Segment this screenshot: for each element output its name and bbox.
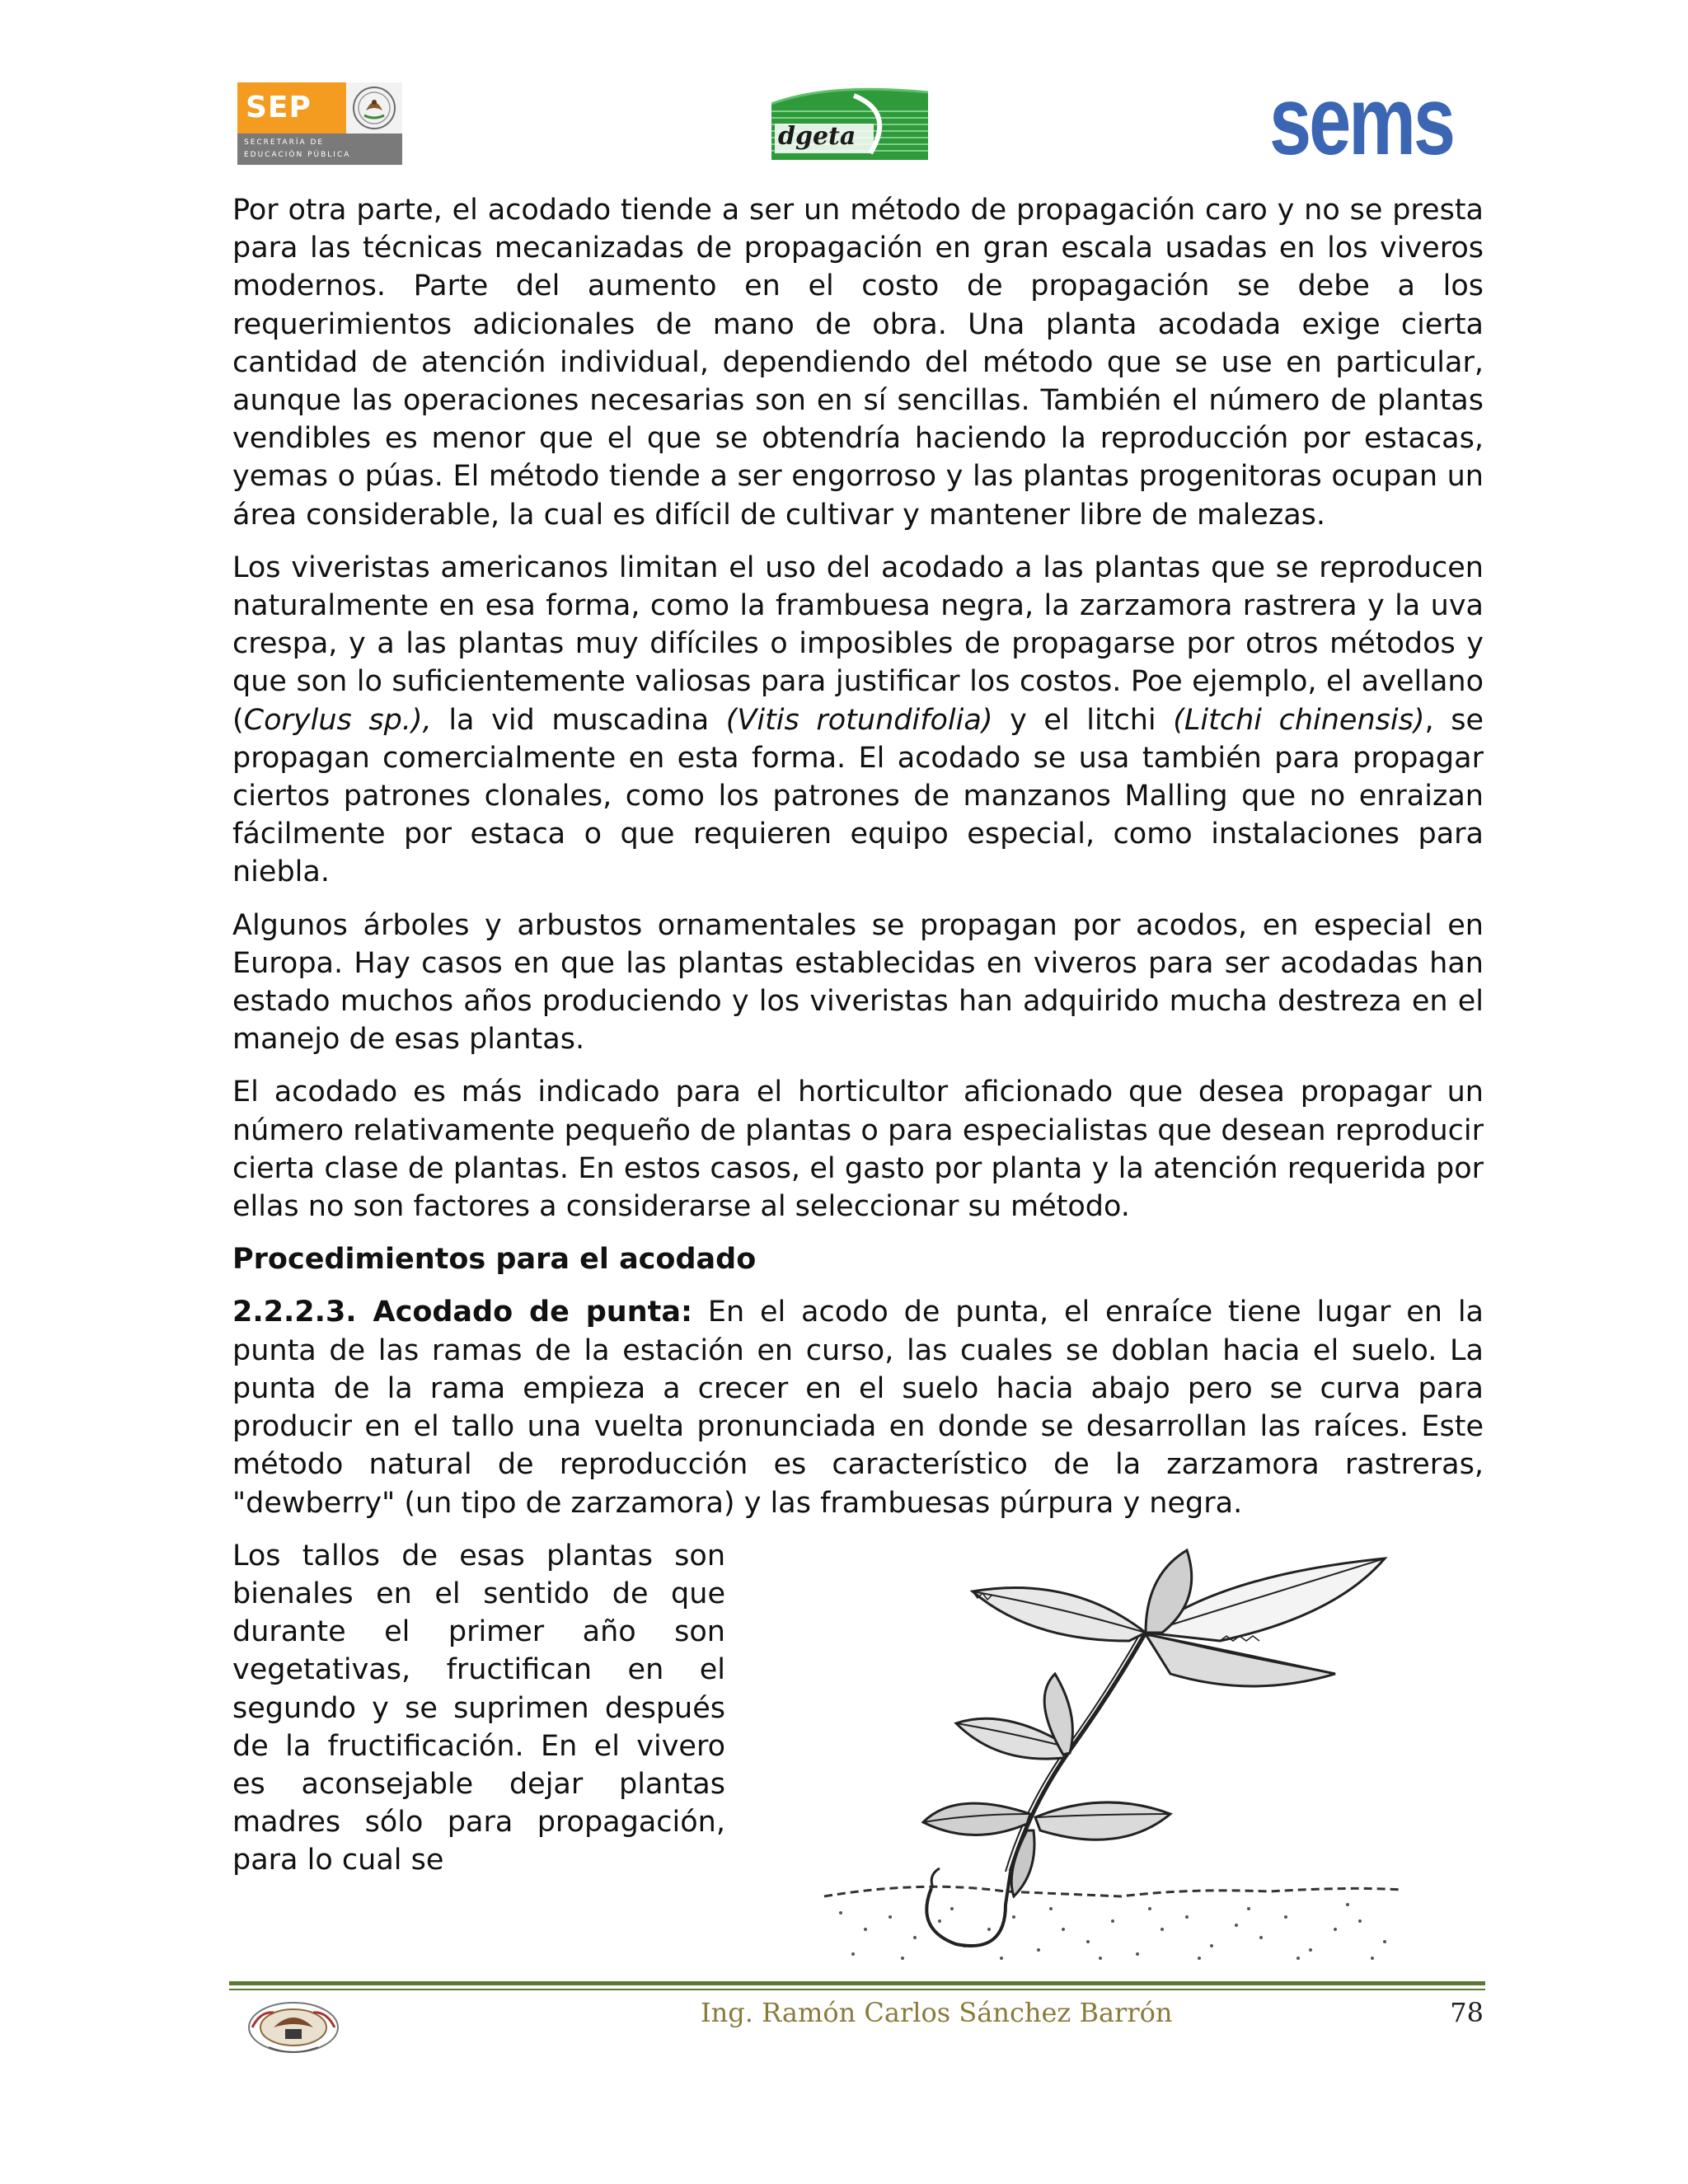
tip-layering-illustration [758,1542,1500,1971]
document-body [232,191,1484,1971]
page-number: 78 [1450,1997,1484,2028]
footer-rule-thin [229,1989,1485,1990]
sep-logo-abbr: SEP [246,91,312,124]
sep-logo-line1: SECRETARÍA DE [244,138,325,147]
sep-logo-grey-band [237,134,402,165]
section-heading: Procedimientos para el acodado [232,1243,757,1277]
footer-rule-thick [229,1981,1485,1985]
sep-logo [237,82,402,165]
sems-logo: sems [1269,67,1453,176]
section-number-title: 2.2.2.3. Acodado de punta: [232,1296,692,1329]
page-header [0,0,1688,181]
paragraph-ornamentals: Algunos árboles y arbustos ornamentales se propagan por acodos, en especial en Europa. Hay casos en que las plantas establecidas en viveros para ser acodadas han estado muchos años produciendo y los viveristas han adquirido mucha destreza en el manejo de esas plantas. [232,908,1484,1057]
paragraph-layering-cost: Por otra parte, el acodado tiende a ser un método de propagación caro y no se presta para las técnicas mecanizadas de propagación en gran escala usadas en los viveros modernos. Parte del aumento en el costo de propagación se debe a los requerimientos adicionales de mano de obra. Una planta acodada exige cierta cantidad de atención individual, dependiendo del método que se use en particular, aunque las operaciones necesarias son en sí sencillas. También el número de plantas vendibles es menor que el que se obtendría haciendo la reproducción por estacas, yemas o púas. El método tiende a ser engorroso y las plantas progenitoras ocupan un área considerable, la cual es difícil de cultivar y mantener libre de malezas. [232,194,1484,532]
sep-logo-line2: EDUCACIÓN PÚBLICA [244,151,351,159]
dgeta-logo [771,87,928,160]
paragraph-amateur: El acodado es más indicado para el horticultor aficionado que desea propagar un número relativamente pequeño de plantas o para especialistas que desean reproducir cierta clase de plantas. En estos casos, el gasto por planta y la atención requerida por ellas no son factores a considerarse al seleccionar su método. [232,1076,1484,1224]
institution-seal-icon [244,1994,343,2059]
paragraph-american-nurseries: Los viveristas americanos limitan el uso del acodado a las plantas que se reproducen naturalmente en esa forma, como la frambuesa negra, la zarzamora rastrera y la uva crespa, y a las plantas muy difíciles o imposibles de propagarse por otros métodos y que son lo suficientemente valiosas para justificar los costos. Poe ejemplo, el avellano (Corylus sp.), la vid muscadina (Vitis rotundifolia) y el litchi (Litchi chinensis), se propagan comercialmente en esta forma. El acodado se usa también para propagar ciertos patrones clonales, como los patrones de manzanos Malling que no enraizan fácilmente por estaca o que requieren equipo especial, como instalaciones para niebla. [232,551,1484,889]
footer-author: Ing. Ramón Carlos Sánchez Barrón [701,1997,1173,2028]
paragraph-tip-layering: 2.2.2.3. Acodado de punta: En el acodo de punta, el enraíce tiene lugar en la punta de las ramas de la estación en curso, las cuales se doblan hacia el suelo. La punta de la rama empieza a crecer en el suelo hacia abajo pero se curva para producir en el tallo una vuelta pronunciada en donde se desarrollan las raíces. Este método natural de reproducción es característico de la zarzamora rastreras, "dewberry" (un tipo de zarzamora) y las frambuesas púrpura y negra. [232,1296,1484,1520]
paragraph-biennial-stems: Los tallos de esas plantas son bienales en el sentido de que durante el primer año son vegetativas, fructifican en el segundo y se suprimen después de la fructificación. En el vivero es aconsejable dejar plantas madres sólo para propagación, para lo cual se [232,1539,725,1877]
dgeta-logo-text: dgeta [778,122,856,151]
sep-logo-orange-block [237,82,346,134]
mexican-eagle-icon [346,82,402,134]
